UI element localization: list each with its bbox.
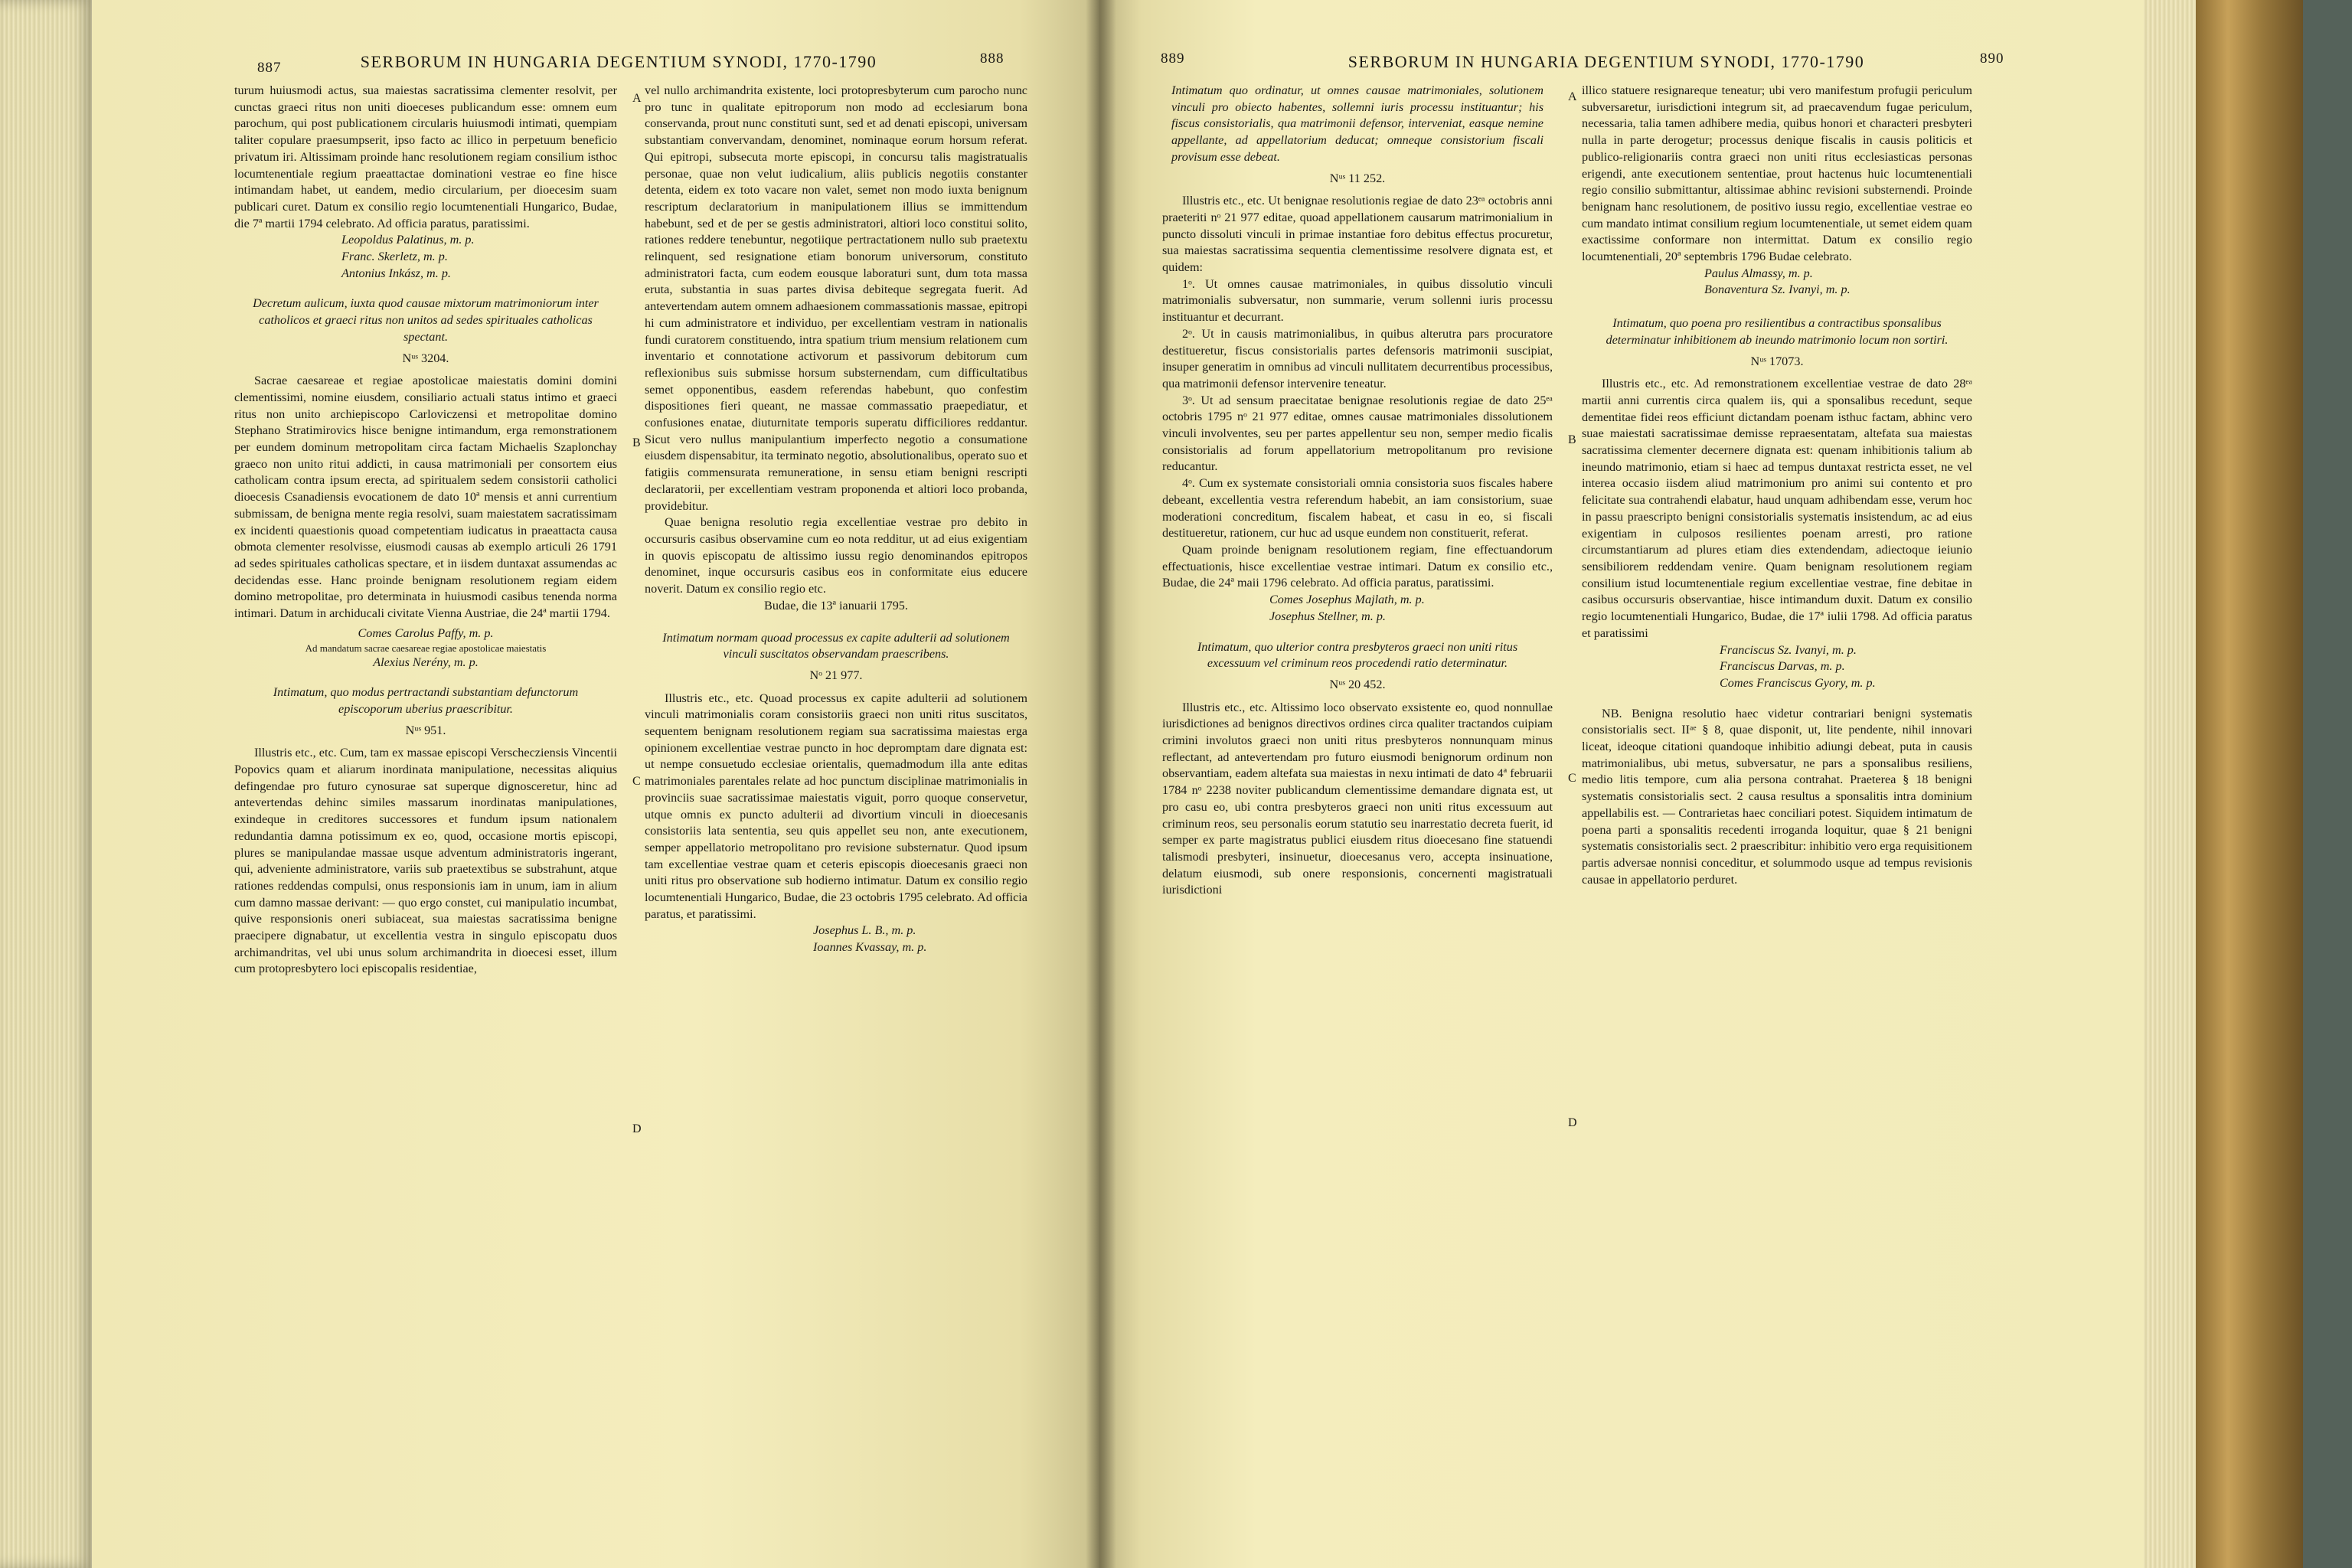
document-number: Nᵘˢ 951. bbox=[405, 723, 446, 737]
signature: Ioannes Kvassay, m. p. bbox=[813, 940, 927, 955]
book-cover-edge bbox=[2196, 0, 2303, 1568]
book-gutter bbox=[1086, 0, 1116, 1568]
date-line: Budae, die 13ª ianuarii 1795. bbox=[764, 598, 908, 612]
margin-letter-c: C bbox=[1568, 772, 1576, 785]
signature: Josephus L. B., m. p. bbox=[813, 923, 916, 938]
margin-letter-a: A bbox=[632, 92, 642, 105]
document-number: Nᵘˢ 20 452. bbox=[1329, 677, 1386, 691]
section-heading: Decretum aulicum, iuxta quod causae mixtorum matrimoniorum inter catholicos et graeci ritus non unitos ad sedes spirituales catholicas spectant. bbox=[253, 296, 599, 344]
running-title-right: SERBORUM IN HUNGARIA DEGENTIUM SYNODI, 1770-1790 bbox=[1348, 52, 1865, 71]
signature: Franciscus Sz. Ivanyi, m. p. bbox=[1720, 642, 1857, 657]
signature: Alexius Nerény, m. p. bbox=[373, 655, 479, 669]
paragraph: 1ᵒ. Ut omnes causae matrimoniales, in quibus dissolutio vinculi matrimonialis subversatur, non summarie, verum sollenni iuris processu instituantur et decurrant. bbox=[1162, 276, 1553, 325]
signature: Comes Franciscus Gyory, m. p. bbox=[1720, 675, 1876, 690]
column-4 bbox=[1582, 83, 1972, 888]
page-number-890: 890 bbox=[1980, 51, 2004, 67]
signature: Franc. Skerletz, m. p. bbox=[341, 250, 448, 264]
paragraph: Sacrae caesareae et regiae apostolicae maiestatis domini domini clementissimi, nomine eiusdem, consiliario actuali status intimo et graeci ritus non unito archiepiscopo Carloviczensi et metropolitae domino Stephano Stratimirovics hisce benigne intimandum, erga remonstrationem per eundem dominum metropolitam circa factam Michaelis Szaplonchay graeco non unito ritui addicti, in causa matrimoniali per consortem eius catholicam contra ipsum erecta, ad spiritualem sedem consistorii catholici dioecesis Csanadiensis evocationem de dato 10ª mensis et anni currentium submissam, de benigna mente regia resolvi, suam maiestatem sacratissimam ex incidenti quaestionis quoad competentiam iudicatus in praeattacta causa obmota clementer resolvisse, eiusmodi causas ab exemplo articuli 26 1791 ad sedes spirituales catholicas spectare, et in iisdem duntaxat assumendas ac decidendas esse. Hanc proinde benignam resolutionem regiam eidem domino metropolitae, pro determinata in huiusmodi casibus tenenda norma intimari. Datum in archiducali civitate Vienna Austriae, die 24ª martii 1794. bbox=[234, 374, 617, 621]
signature: Paulus Almassy, m. p. bbox=[1704, 266, 1813, 280]
column-3 bbox=[1162, 83, 1553, 899]
paragraph: Quae benigna resolutio regia excellentiae vestrae pro debito in occursuris casibus observamine cum eo nota redditur, ut ad eius exigentiam in quovis episcopatu de altissimo iussu regio denominandos epitropos denominet, inque occursuris casibus eos in conformitate eius educere noverit. Datum ex consilio regio etc. bbox=[645, 515, 1027, 596]
section-heading: Intimatum normam quoad processus ex capite adulterii ad solutionem vinculi suscitatos observandam praescribens. bbox=[662, 630, 1010, 662]
column-1 bbox=[234, 83, 617, 978]
document-number: Nᵘˢ 11 252. bbox=[1329, 171, 1386, 185]
section-heading: Intimatum quo ordinatur, ut omnes causae matrimoniales, solutionem vinculi pro obiecto habentes, sollemni iuris processu instituantur; his fiscus consistorialis, qua matrimonii defensor, interveniat, easque nemine appellante, ad appellatorium deducat; omneque consistorium fiscali provisum esse debeat. bbox=[1171, 83, 1544, 164]
page-number-888: 888 bbox=[980, 51, 1004, 67]
left-page bbox=[92, 0, 1099, 1568]
margin-letter-b: B bbox=[1568, 433, 1576, 446]
left-page-header bbox=[92, 44, 1099, 75]
page-number-887: 887 bbox=[257, 60, 282, 76]
document-number: Nᵘˢ 3204. bbox=[402, 351, 449, 365]
right-page-edges bbox=[2144, 0, 2196, 1568]
document-number: Nᵘˢ 17073. bbox=[1750, 354, 1804, 368]
signature: Comes Carolus Paffy, m. p. bbox=[358, 626, 494, 640]
paragraph: Illustris etc., etc. Ut benignae resolutionis regiae de dato 23ᵉᵃ octobris anni praeteriti nᵒ 21 977 editae, quoad appellationem causarum matrimonialium in puncto dissoluti vinculi in primae instantiae foro debitus effectus procuretur, sua maiestas sacratissima sequentia clementissime resolvere dignata est, et quidem: bbox=[1162, 194, 1553, 275]
margin-letter-b: B bbox=[632, 436, 641, 449]
paragraph: Illustris etc., etc. Altissimo loco observato exsistente eo, quod nonnullae iurisdictiones ad benignos directivos ordines circa qualiter tractandos cuipiam crimini involutos graeci non uniti ritus presbyteros nonnunquam minus reflectant, ad antevertendam pro futuro eiusmodi benignorum ordinum non observantiam, eadem altefata sua maiestas in nexu intimati de dato 4ª februarii 1784 nᵒ 2238 noviter publicandum clementissime demandare dignata est, ut pro casu eo, ubi contra presbyteros graeci non uniti ritus excessuum aut criminum reos, seu personalis eorum statutio seu inarrestatio decreta fuerit, id semper ex parte magistratus publici eiusdem ritus dioecesano fine statuendi talismodi presbyteri, insinuetur, dioecesanus vero, accepta insinuatione, delatum eiusmodi, sub onere responsionis, concernenti magistratuali iurisdictioni bbox=[1162, 700, 1553, 897]
left-page-edges bbox=[0, 0, 92, 1568]
section-heading: Intimatum, quo modus pertractandi substantiam defunctorum episcoporum uberius praescribitur. bbox=[273, 685, 579, 716]
signature-note: Ad mandatum sacrae caesareae regiae apostolicae maiestatis bbox=[305, 642, 547, 654]
signature: Franciscus Darvas, m. p. bbox=[1720, 659, 1845, 674]
section-heading: Intimatum, quo poena pro resilientibus a contractibus sponsalibus determinatur inhibitionem ab ineundo matrimonio locum non sortiri. bbox=[1606, 316, 1949, 347]
signature: Josephus Stellner, m. p. bbox=[1269, 609, 1386, 623]
nota-bene-note: NB. Benigna resolutio haec videtur contrariari benigni systematis consistorialis sect. IIᵃᵉ § 8, quae disponit, ut, lite pendente, nihil innovari liceat, ideoque citationi quandoque inhibitio adiungi debeat, puta in causis matrimonialibus, ubi metus, subversatur, ne pars a sponsalibus resiliens, medio litis tempore, cum alia persona contrahat. Praeterea § 18 benigni systematis consistorialis sect. 2 causa resultus a sponsalitis intra dominium appellabilis est. — Contrarietas haec conciliari potest. Siquidem intimatum de poena parti a sponsalitis recedenti irroganda loquitur, quae § 21 benigni systematis consistorialis sect. 2 praescribitur: inhibitio vero erga requisitionem partis adversae nonnisi conceditur, et solummodo usque ad tempus revisionis causae in appellatorio perduret. bbox=[1582, 706, 1972, 887]
margin-letter-d: D bbox=[1568, 1116, 1577, 1129]
signature: Comes Josephus Majlath, m. p. bbox=[1269, 593, 1425, 607]
paragraph: 4ᵒ. Cum ex systemate consistoriali omnia consistoria suos fiscales habere debeant, excellentia vestra referendum habebit, an iam consistorium, suae moderationi concreditum, fiscalem habeat, et casu in eo, si fiscali destitueretur, rationem, cur huc ad usque eundem non constituerit, referat. bbox=[1162, 476, 1553, 541]
running-title-left: SERBORUM IN HUNGARIA DEGENTIUM SYNODI, 1770-1790 bbox=[360, 52, 877, 71]
paragraph: illico statuere resignareque teneatur; ubi vero manifestum profugii periculum subversaretur, iurisdictioni integrum sit, ad praecavendum fugae periculum, necessaria, talia tamen adhibere media, quibus honori et characteri presbyteri nulla in parte derogetur; processus denique fiscalis in causis politicis et publico-religionariis contra graeci non uniti ritus ecclesiasticas personas erigendi, ante executionem sententiae, prout hactenus huic locumtenentiali regio consilio submittantur, altissimae abhinc revisioni substernendi. Proinde benignam hanc resolutionem, de positivo iussu regio, excellentiae vestrae eo cum mandato intimat consilium regium locumtenentiale, ut semet eidem quam exactissime conformare non intermittat. Datum ex consilio regio locumtenentiali, 20ª septembris 1796 Budae celebrato. bbox=[1582, 83, 1972, 264]
paragraph: turum huiusmodi actus, sua maiestas sacratissima clementer resolvit, per cunctas graeci ritus non uniti dioeceses publicandum esse: omnem eum parochum, qui post publicationem circularis huiusmodi intimati, quempiam taliter copulare praesumpserit, ipso facto ac illico in perpetuum beneficio privatum iri. Altissimam proinde hanc resolutionem regiam consilium isthoc locumtenentiale regium praeattactae dominationi vestrae eo fine hisce intimandam habet, ut eandem, medio circularium, per dioecesim suam publicari curet. Datum ex consilio regio locumtenentiali Hungarico, Budae, die 7ª martii 1794 celebrato. Ad officia paratus, paratissimi. bbox=[234, 83, 617, 230]
paragraph: 2ᵒ. Ut in causis matrimonialibus, in quibus alterutra pars procuratore destitueretur, fiscus consistorialis partes defensoris matrimonii suscipiat, insuper generatim in omnibus ad vinculi nullitatem decurrentibus processibus, qua matrimonii defensor intervenire teneatur. bbox=[1162, 326, 1553, 390]
paragraph: Quam proinde benignam resolutionem regiam, fine effectuandorum effectuationis, hisce excellentiae vestrae intimari. Datum ex consilio etc., Budae, die 24ª maii 1796 celebrato. Ad officia paratus, paratissimi. bbox=[1162, 542, 1553, 590]
paragraph: vel nullo archimandrita existente, loci protopresbyterum cum parocho nunc pro tunc in qualitate epitroporum non modo ad ecclesiarum bona conservanda, prout nunc constituti sunt, sed et ad denati episcopi, universam substantiam convervandam, denominet, nominaque eorum horsum referat. Qui epitropi, subsecuta morte episcopi, in concursu talis magistratualis personae, quae non velut iudicalium, aliis publicis negotiis constanter detenta, eidem ex toto vacare non valet, semet non modo iuxta benignum rescriptum declaratorium in manipulationem illius se immittendum habebunt, sed et de per se gestis administratori, altiori loco constitui solito, rationes reddere tenebuntur, negotiique pertractationem nullo sub praetextu relinquent, sed resignatione etiam bonorum universorum, constituto administratori facta, cum eodem eousque laboraturi sunt, dum tota massa eruta, substantia in suas partes divisa debiteque segregata fuerit. Ad antevertendam autem omnem adhaesionem commassationis massae, epitropi hi cum administratore et individuo, per excellentiam vestram in nationalis fundi curatorem constituendo, intra spatium trium mensium relationem cum inventario et connotatione activorum et passivorum debitorum cum reflexionibus suis submisse horsum substernendam, cum difficultatibus semet opponentibus, easdem referendas habebunt, quo confestim dispositiones fieri queant, ne massae commassatio praepediatur, et confusiones enatae, diuturnitate temporis superatu difficiliores reddantur. Sicut vero nullus manipulantium imperfecto negotio a consumatione eiusdem dispensabitur, ita terminato negotio, absolutionalibus, operato suo et fatigiis commensurata remuneratione, in sensu etiam benigni rescripti declaratorii, per excellentiam vestram proponenda et altiori loco probanda, providebitur. bbox=[645, 83, 1027, 513]
margin-letter-d: D bbox=[632, 1122, 642, 1135]
paragraph: Illustris etc., etc. Cum, tam ex massae episcopi Verschecziensis Vincentii Popovics quam et aliarum inordinata manipulatione, necessitas aliquius defingendae pro futuro cynosurae sat superque dignosceretur, hinc ad antevertendas dehinc similes massarum inordinatas manipulationes, exindeque in creditores successores et fundum ipsum nationalem redundantia damna potissimum ex eo, quod, occasione mortis episcopi, plures se manipulandae massae usque adventum administratoris ingerant, qui, adveniente administratore, variis sub praetextibus se substrahunt, atque rationes reddendas compulsi, onus responsionis iam in unum, iam in alium cum damno massae derivant: — quo ergo constet, cui manipulatio incumbat, quive responsionis oneri subiaceat, sua maiestas sacratissima benigne praecipere dignabatur, ut excellentia vestra in singulo episcopatu duos archimandritas, vel ubi unus solum archimandrita in dioecesi esset, illum cum protopresbytero loci episcopalis residentiae, bbox=[234, 746, 617, 976]
right-page bbox=[1099, 0, 2144, 1568]
signature: Bonaventura Sz. Ivanyi, m. p. bbox=[1704, 283, 1851, 297]
column-2 bbox=[645, 83, 1027, 956]
margin-letter-a: A bbox=[1568, 90, 1577, 103]
section-heading: Intimatum, quo ulterior contra presbyteros graeci non uniti ritus excessuum vel criminum reos procedendi ratio determinatur. bbox=[1197, 639, 1518, 671]
signature: Leopoldus Palatinus, m. p. bbox=[341, 233, 475, 247]
right-page-header bbox=[1099, 44, 2144, 75]
background-right bbox=[2303, 0, 2352, 1568]
paragraph: Illustris etc., etc. Quoad processus ex capite adulterii ad solutionem vinculi matrimonialis coram consistoriis graeci non uniti ritus suscitatos, sequentem benignam resolutionem regiam sua sacratissima maiestas erga opinionem excellentiae vestrae puncto in hoc depromptam dare dignata est: ut nempe consuetudo ecclesiae orientalis, quemadmodum illa ante editas matrimoniales parentales relate ad hoc punctum disciplinae matrimonialis in provinciis suae sacratissimae maiestatis viguit, porro quoque conservetur, utque omnis ex puncto adulterii ad divortium vinculi in dioecesanis consistoriis lata sententia, seu quis appellet seu non, ante executionem, semper appellatorio metropolitano pro revisione substernatur. Quod ipsum tam excellentiae vestrae quam et ceteris episcopis dioecesanis graeci non uniti ritus pro observatione sub hodierno intimatur. Datum ex consilio regio locumtenentiali Hungarico, Budae, die 23 octobris 1795 celebrato. Ad officia paratus, et paratissimi. bbox=[645, 691, 1027, 921]
document-number: Nᵒ 21 977. bbox=[809, 668, 863, 682]
page-number-889: 889 bbox=[1161, 51, 1185, 67]
margin-letter-c: C bbox=[632, 775, 641, 788]
paragraph: Illustris etc., etc. Ad remonstrationem excellentiae vestrae de dato 28ᵉᵃ martii anni currentis circa qualem iis, qui a sponsalibus recedunt, seque dementitae fidei reos efficiunt dictandam poenam isthuc factam, abhinc vero suae maiestati sacratissimae demisse repraesentatam, altefata sua maiestas sacratissima clementer decernere dignata est: quenam inhibitionis talium ab ineundo matrimonio, etiam si haec ad tempus duntaxat restricta esset, ne vel interea occasio iisdem aliud matrimonium pro animi sui contento et pro felicitate sua contrahendi elabatur, haud unquam adhibendam esse, verum hoc in passu praescripto benigni consistorialis systematis insistendum, ac ad eius exigentiam in culposos resilientes poenam arresti, pro ratione circumstantiarum ad plures etiam dies extendendam, adiectoque ieiunio sensibiliorem reddendam venire. Quam benignam resolutionem regiam consilium istud locumtenentiale regium excellentiae vestrae, fine debitae in casibus occursuris observantiae, hisce intimandum duxit. Datum ex consilio regio locumtenentiali Hungarico, Budae, die 17ª iulii 1798. Ad officia paratus et paratissimi bbox=[1582, 377, 1972, 640]
paragraph: 3ᵒ. Ut ad sensum praecitatae benignae resolutionis regiae de dato 25ᵉᵃ octobris 1795 nᵒ 21 977 editae, omnes causae matrimoniales dissolutionem vinculi involventes, seu per partes appellentur seu non, semper medio ficalis consistorialis ad forum appellatorium metropolitanum pro revisione reducantur. bbox=[1162, 393, 1553, 474]
signature: Antonius Inkász, m. p. bbox=[341, 266, 451, 280]
